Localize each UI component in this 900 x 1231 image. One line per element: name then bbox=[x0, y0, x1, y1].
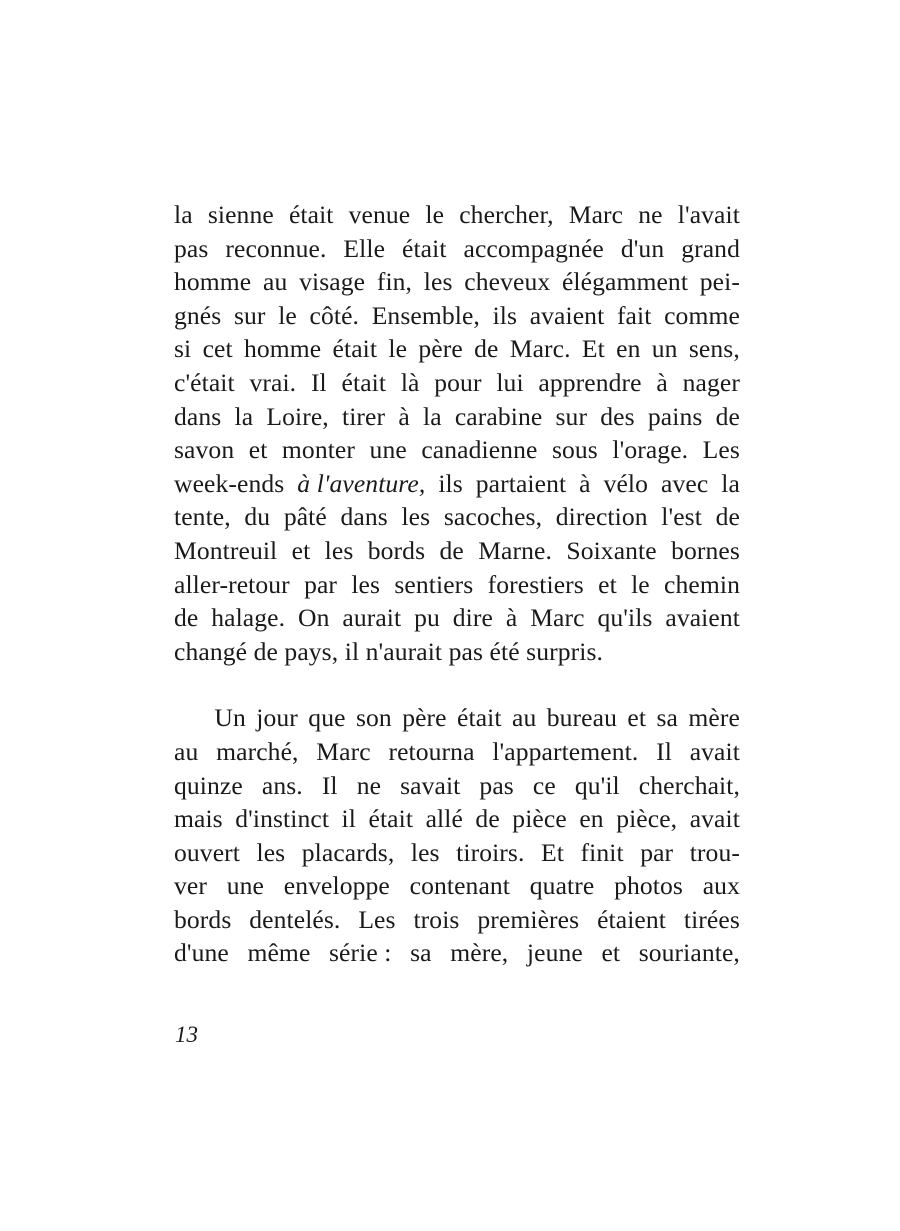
text-line bbox=[174, 299, 740, 333]
word: l'avait bbox=[677, 200, 740, 229]
word: les bbox=[423, 267, 453, 297]
word: Il bbox=[656, 736, 672, 766]
word: carabine bbox=[454, 401, 543, 431]
word: et bbox=[601, 938, 621, 968]
word: à bbox=[656, 367, 668, 397]
word: tente, bbox=[174, 502, 231, 532]
word: lui bbox=[496, 367, 524, 397]
word: Et bbox=[581, 334, 605, 364]
word: avait bbox=[689, 804, 740, 834]
word: en bbox=[579, 804, 604, 834]
word: cet bbox=[202, 334, 233, 364]
word: et bbox=[598, 569, 617, 599]
word: était bbox=[368, 804, 414, 834]
word: pièce bbox=[512, 804, 567, 834]
word: était bbox=[457, 703, 502, 733]
word: monter bbox=[281, 435, 356, 465]
word: mère, bbox=[450, 938, 509, 968]
word: Montreuil bbox=[174, 535, 278, 565]
word: On bbox=[298, 603, 330, 633]
word: la bbox=[422, 401, 442, 431]
word: il bbox=[341, 804, 356, 834]
word: cherchait, bbox=[638, 770, 740, 800]
word: chercher, bbox=[459, 200, 554, 229]
word: sa bbox=[410, 938, 432, 968]
word: pièce, bbox=[616, 804, 678, 834]
word: cheveux bbox=[464, 267, 551, 297]
word: de bbox=[475, 804, 500, 834]
text-line bbox=[174, 534, 740, 568]
word: quinze bbox=[174, 770, 243, 800]
word: à bbox=[505, 603, 518, 633]
text-line bbox=[174, 936, 740, 970]
word: sur bbox=[555, 401, 588, 431]
word: souriante, bbox=[638, 938, 740, 968]
word: week-ends bbox=[174, 468, 285, 498]
word: Soixante bbox=[566, 535, 657, 565]
word: était bbox=[402, 233, 447, 263]
word: là bbox=[400, 367, 420, 397]
text-line bbox=[174, 802, 740, 836]
text-line bbox=[174, 769, 740, 803]
word: Un bbox=[214, 703, 246, 733]
word: était bbox=[332, 334, 378, 364]
word: pains bbox=[647, 401, 703, 431]
word: venue bbox=[348, 200, 411, 229]
word: une bbox=[226, 871, 265, 901]
word: bureau bbox=[546, 703, 617, 733]
word: Marc. bbox=[509, 334, 571, 364]
word: au bbox=[174, 736, 199, 766]
word: jour bbox=[256, 703, 298, 733]
text-line bbox=[174, 400, 740, 434]
word: même bbox=[247, 938, 311, 968]
word: les bbox=[351, 569, 381, 599]
text-line bbox=[174, 265, 740, 299]
word: au bbox=[263, 267, 288, 297]
word: Ensemble, bbox=[371, 300, 480, 330]
word: gnés bbox=[174, 300, 222, 330]
paragraph-2 bbox=[174, 701, 740, 970]
word: placards, bbox=[301, 837, 395, 867]
word: d'instinct bbox=[235, 804, 330, 834]
word: si bbox=[174, 334, 192, 364]
word: d'une bbox=[174, 938, 229, 968]
word: dire bbox=[452, 603, 493, 633]
word: homme bbox=[174, 267, 252, 297]
word: Marc bbox=[568, 200, 624, 229]
word: ne bbox=[356, 770, 382, 800]
word: bords bbox=[174, 904, 232, 934]
word: ver bbox=[174, 871, 207, 901]
word: Et bbox=[541, 837, 564, 867]
word: Marc bbox=[316, 736, 371, 766]
word: qu'il bbox=[574, 770, 620, 800]
text-line bbox=[174, 869, 740, 903]
word: ans. bbox=[261, 770, 303, 800]
word: la bbox=[721, 468, 740, 498]
text-line bbox=[174, 366, 740, 400]
word: d'un bbox=[620, 233, 665, 263]
word: à l'aventure, bbox=[297, 468, 426, 498]
text-line bbox=[174, 232, 740, 266]
word: ils bbox=[438, 468, 463, 498]
word: grand bbox=[681, 233, 740, 263]
word: apprendre bbox=[538, 367, 642, 397]
word: fait bbox=[616, 300, 652, 330]
word: pas bbox=[479, 770, 514, 800]
word: de bbox=[174, 603, 199, 633]
word: qu'ils bbox=[597, 603, 653, 633]
word: trois bbox=[413, 904, 460, 934]
word: avaient bbox=[665, 603, 740, 633]
word: sacoches, bbox=[443, 502, 543, 532]
word: jeune bbox=[526, 938, 583, 968]
word: pas bbox=[174, 233, 209, 263]
word: du bbox=[244, 502, 271, 532]
page-number: 13 bbox=[175, 1022, 198, 1047]
word: en bbox=[616, 334, 641, 364]
word: avec bbox=[661, 468, 709, 498]
word: contenant bbox=[409, 871, 511, 901]
word: pour bbox=[434, 367, 482, 397]
word: retourna bbox=[388, 736, 475, 766]
word: photos bbox=[614, 871, 683, 901]
word: de bbox=[439, 535, 464, 565]
word: mère bbox=[688, 703, 740, 733]
page-text-block bbox=[174, 198, 740, 970]
word: visage bbox=[299, 267, 366, 297]
word: de bbox=[715, 502, 740, 532]
word: une bbox=[369, 435, 407, 465]
word: le bbox=[388, 334, 408, 364]
word: canadienne bbox=[421, 435, 538, 465]
text-line bbox=[174, 568, 740, 602]
word: dans bbox=[340, 502, 388, 532]
word: savait bbox=[400, 770, 461, 800]
word: sens, bbox=[688, 334, 740, 364]
word: père bbox=[418, 334, 463, 364]
word: vélo bbox=[603, 468, 649, 498]
word: tiroirs. bbox=[456, 837, 525, 867]
word: sienne bbox=[207, 200, 274, 229]
word: dentelés. bbox=[249, 904, 341, 934]
word: de bbox=[474, 334, 499, 364]
word: avait bbox=[689, 736, 740, 766]
word: ouvert bbox=[174, 837, 240, 867]
word: forestiers bbox=[487, 569, 584, 599]
word: enveloppe bbox=[283, 871, 390, 901]
word: mais bbox=[174, 804, 223, 834]
word: que bbox=[308, 703, 346, 733]
word: et bbox=[291, 535, 311, 565]
text-line bbox=[174, 903, 740, 937]
word: sa bbox=[656, 703, 678, 733]
word: direction bbox=[555, 502, 648, 532]
word: bords bbox=[367, 535, 426, 565]
word: fin, bbox=[376, 267, 413, 297]
word: trou- bbox=[689, 837, 740, 867]
word: vrai. bbox=[249, 367, 297, 397]
paragraph-1 bbox=[174, 198, 740, 668]
word: tirées bbox=[683, 904, 740, 934]
word: par bbox=[304, 569, 338, 599]
word: Les bbox=[358, 904, 396, 934]
text-line bbox=[174, 433, 740, 467]
word: ils bbox=[492, 300, 518, 330]
word: des bbox=[600, 401, 635, 431]
word: homme bbox=[243, 334, 322, 364]
text-line: changé de pays, il n'aurait pas été surpris. bbox=[174, 636, 604, 666]
word: marché, bbox=[216, 736, 299, 766]
word: c'était bbox=[174, 367, 235, 397]
text-line bbox=[174, 500, 740, 534]
word: halage. bbox=[211, 603, 286, 633]
word: était bbox=[341, 367, 387, 397]
text-line bbox=[174, 198, 740, 232]
word: les bbox=[256, 837, 286, 867]
word: à bbox=[398, 401, 410, 431]
word: Les bbox=[702, 435, 740, 465]
word: aurait bbox=[342, 603, 402, 633]
word: étaient bbox=[597, 904, 666, 934]
word: les bbox=[324, 535, 354, 565]
word: allé bbox=[425, 804, 463, 834]
word: accompagnée bbox=[463, 233, 604, 263]
text-line bbox=[174, 836, 740, 870]
first-line-indent bbox=[174, 701, 204, 735]
word: pâté bbox=[283, 502, 327, 532]
word: l'appartement. bbox=[492, 736, 639, 766]
text-line bbox=[174, 332, 740, 366]
word: avaient bbox=[529, 300, 605, 330]
word: nager bbox=[682, 367, 740, 397]
word: élégamment bbox=[561, 267, 689, 297]
word: et bbox=[627, 703, 647, 733]
word: bornes bbox=[671, 535, 740, 565]
text-line bbox=[174, 701, 740, 735]
word: sur bbox=[233, 300, 266, 330]
text-line bbox=[174, 467, 740, 501]
word: aller-retour bbox=[174, 569, 290, 599]
word: sous bbox=[551, 435, 598, 465]
word: savon bbox=[174, 435, 235, 465]
word: la bbox=[174, 200, 193, 229]
word: pei- bbox=[699, 267, 740, 297]
word: de bbox=[715, 401, 740, 431]
word: comme bbox=[664, 300, 740, 330]
word: dans bbox=[174, 401, 222, 431]
word: les bbox=[410, 837, 440, 867]
word: au bbox=[512, 703, 537, 733]
word: Marc bbox=[530, 603, 585, 633]
text-line bbox=[174, 735, 740, 769]
word: père bbox=[402, 703, 447, 733]
word: par bbox=[640, 837, 674, 867]
word: chemin bbox=[664, 569, 740, 599]
word: les bbox=[401, 502, 431, 532]
word: le bbox=[631, 569, 650, 599]
word: à bbox=[579, 468, 591, 498]
word: quatre bbox=[529, 871, 595, 901]
word: finit bbox=[580, 837, 624, 867]
word: série : bbox=[329, 938, 392, 968]
word: la bbox=[234, 401, 254, 431]
word: Il bbox=[321, 770, 338, 800]
word: Il bbox=[310, 367, 327, 397]
word: son bbox=[355, 703, 392, 733]
word: ne bbox=[638, 200, 663, 229]
word: tirer bbox=[342, 401, 386, 431]
word: aux bbox=[702, 871, 740, 901]
word: le bbox=[278, 300, 297, 330]
word: l'est bbox=[661, 502, 702, 532]
word: l'orage. bbox=[612, 435, 689, 465]
word: pu bbox=[414, 603, 440, 633]
text-line bbox=[174, 601, 740, 635]
word: sentiers bbox=[394, 569, 474, 599]
word: le bbox=[425, 200, 445, 229]
word: ce bbox=[532, 770, 556, 800]
word: côté. bbox=[309, 300, 360, 330]
word: reconnue. bbox=[225, 233, 327, 263]
word: Loire, bbox=[266, 401, 329, 431]
word: était bbox=[288, 200, 334, 229]
word: premières bbox=[477, 904, 580, 934]
word: Elle bbox=[343, 233, 386, 263]
word: un bbox=[651, 334, 678, 364]
word: Marne. bbox=[478, 535, 552, 565]
word: et bbox=[248, 435, 268, 465]
word: partaient bbox=[475, 468, 567, 498]
